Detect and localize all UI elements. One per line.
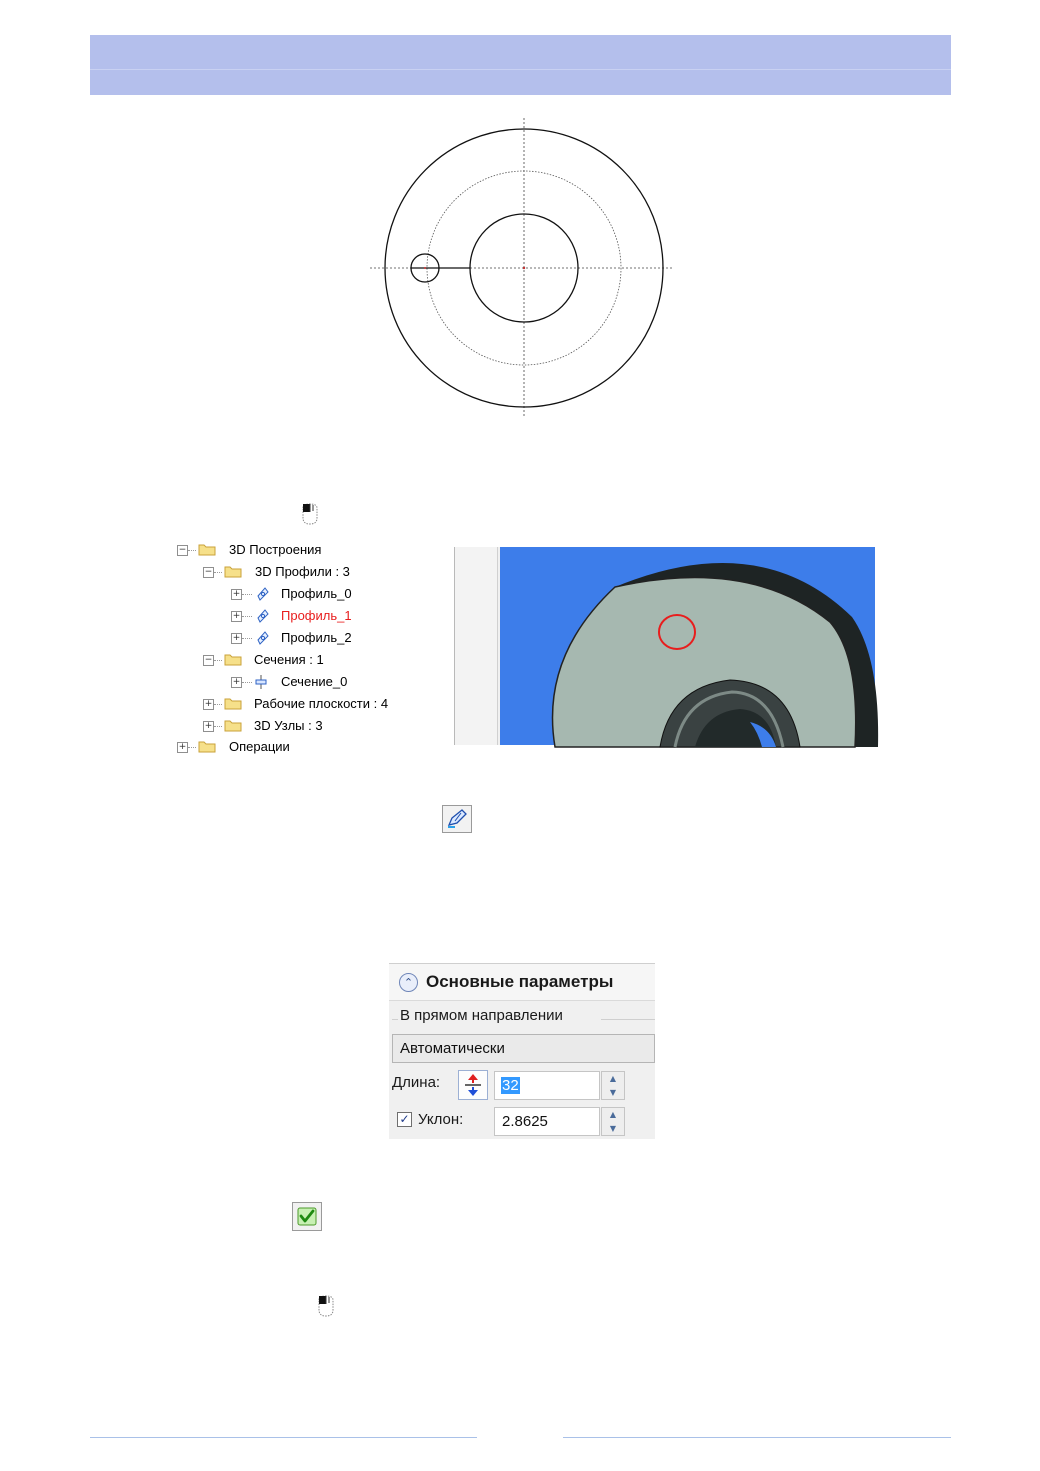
profile-icon	[256, 586, 270, 602]
tree-item-work-planes[interactable]	[168, 694, 453, 714]
tree-connector	[214, 704, 222, 706]
apply-button[interactable]	[292, 1202, 322, 1231]
collapse-icon[interactable]: −	[204, 567, 213, 577]
tree-item-label: 3D Профили : 3	[255, 564, 350, 579]
profile-icon	[256, 630, 270, 646]
length-label: Длина:	[392, 1074, 441, 1091]
tree-item-section-0[interactable]	[168, 672, 453, 692]
tree-item-3d-nodes[interactable]	[168, 716, 453, 736]
edit-profile-icon[interactable]	[442, 805, 472, 833]
profile-icon	[256, 608, 270, 624]
tree-connector	[242, 616, 252, 618]
tree-item-label: Рабочие плоскости : 4	[254, 696, 389, 711]
expand-icon[interactable]: +	[232, 611, 241, 621]
spin-up-icon[interactable]: ▲	[609, 1074, 617, 1083]
slope-label: Уклон:	[418, 1111, 464, 1128]
slope-input[interactable]	[494, 1107, 600, 1136]
length-input[interactable]	[494, 1071, 600, 1100]
slope-spinner[interactable]	[601, 1107, 625, 1136]
folder-icon	[224, 697, 242, 710]
panel-title: Основные параметры	[426, 972, 614, 991]
collapse-icon[interactable]: −	[204, 655, 213, 665]
tree-item-label: 3D Построения	[229, 542, 322, 557]
footer-divider-right	[563, 1437, 951, 1438]
extrusion-parameters-panel	[389, 963, 655, 1139]
slope-input-value: 2.8625	[502, 1113, 548, 1130]
center-point	[523, 267, 525, 269]
spin-up-icon[interactable]: ▲	[609, 1110, 617, 1119]
collapse-chevron-icon[interactable]: ⌃	[399, 973, 418, 992]
tree-item-label: Профиль_1	[281, 608, 352, 623]
folder-icon	[198, 740, 216, 753]
tree-item-operations[interactable]	[168, 737, 453, 757]
expand-icon[interactable]: +	[232, 677, 241, 687]
expand-icon[interactable]: +	[204, 699, 213, 709]
folder-icon	[224, 653, 242, 666]
tree-item-3d-constructions[interactable]	[168, 540, 453, 560]
tree-item-profile-1[interactable]	[168, 606, 453, 626]
expand-icon[interactable]: +	[232, 633, 241, 643]
collapse-icon[interactable]: −	[178, 545, 187, 555]
3d-viewport[interactable]	[500, 547, 875, 745]
sketch-drawing	[370, 118, 672, 416]
up-down-arrows-icon	[459, 1071, 487, 1099]
direction-group-label: В прямом направлении	[400, 1007, 563, 1024]
expand-icon[interactable]: +	[204, 721, 213, 731]
tree-item-profile-0[interactable]	[168, 584, 453, 604]
spin-down-icon[interactable]: ▼	[609, 1124, 617, 1133]
tree-item-label: Профиль_0	[281, 586, 352, 601]
mode-select-value: Автоматически	[400, 1040, 505, 1057]
viewport-side-strip	[455, 547, 498, 745]
slope-checkbox[interactable]: ✓	[397, 1112, 412, 1127]
expand-icon[interactable]: +	[178, 742, 187, 752]
header-divider	[90, 69, 951, 70]
tree-item-3d-profiles[interactable]	[168, 562, 453, 582]
tree-connector	[242, 682, 252, 684]
tree-connector	[214, 572, 222, 574]
viewport-window	[454, 547, 875, 745]
direction-toggle-button[interactable]	[458, 1070, 488, 1100]
mouse-left-click-icon	[299, 502, 321, 526]
tree-item-label: Профиль_2	[281, 630, 352, 645]
length-input-value: 32	[502, 1077, 519, 1094]
page-header-band	[90, 35, 951, 95]
spin-down-icon[interactable]: ▼	[609, 1088, 617, 1097]
tree-connector	[214, 660, 222, 662]
tree-item-label: Сечение_0	[281, 674, 348, 689]
folder-icon	[224, 719, 242, 732]
tree-item-profile-2[interactable]	[168, 628, 453, 648]
section-icon	[254, 674, 268, 690]
tree-connector	[188, 550, 196, 552]
tree-item-label: Сечения : 1	[254, 652, 324, 667]
group-divider	[601, 1019, 655, 1020]
footer-divider-left	[90, 1437, 477, 1438]
tree-item-label: Операции	[229, 739, 290, 754]
hole-center-point	[424, 267, 426, 269]
tree-connector	[188, 747, 196, 749]
checkmark-icon	[293, 1203, 321, 1230]
mouse-left-click-icon	[315, 1294, 337, 1318]
folder-icon	[224, 565, 242, 578]
model-tree	[168, 542, 453, 754]
mode-select[interactable]	[392, 1034, 655, 1063]
expand-icon[interactable]: +	[232, 589, 241, 599]
3d-model	[500, 547, 875, 745]
tree-item-sections[interactable]	[168, 650, 453, 670]
folder-icon	[198, 543, 216, 556]
panel-header[interactable]	[389, 963, 655, 1001]
tree-item-label: 3D Узлы : 3	[254, 718, 323, 733]
tree-connector	[242, 594, 252, 596]
length-spinner[interactable]	[601, 1071, 625, 1100]
tree-connector	[242, 638, 252, 640]
tree-connector	[214, 726, 222, 728]
